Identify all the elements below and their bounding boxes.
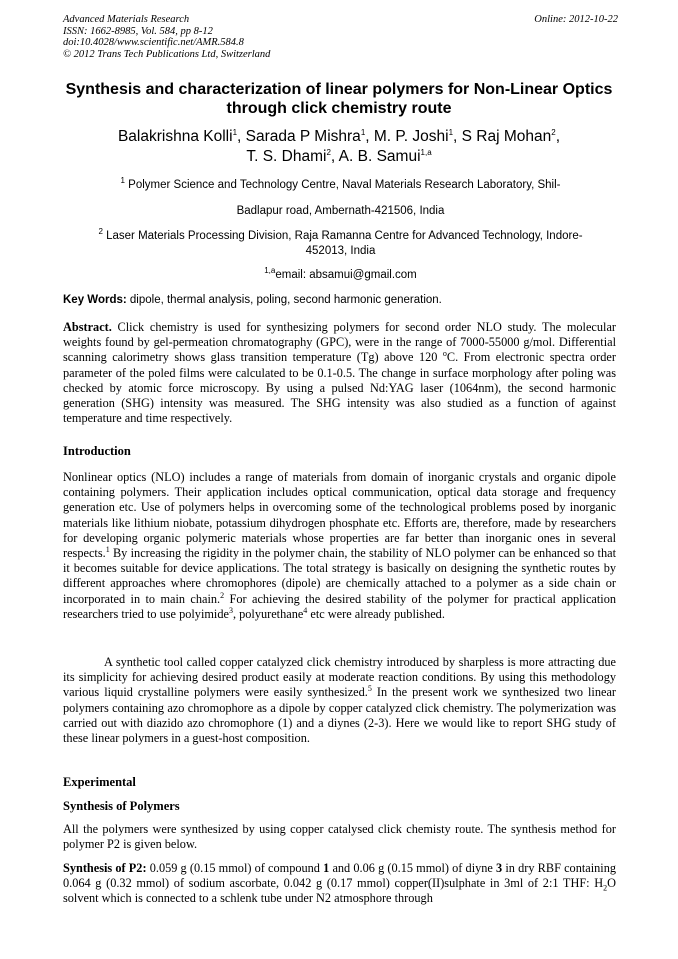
journal-name: Advanced Materials Research <box>63 14 190 25</box>
experimental-paragraph-1: All the polymers were synthesized by using copper catalysed click chemisty route. The synthesis method for polymer P2 is given below. <box>63 822 616 852</box>
introduction-paragraph-1: Nonlinear optics (NLO) includes a range of materials from domain of inorganic crystals and organic dipole containing polymers. Their application includes optical communication, optical data storage and frequency generation etc. Use of polymers helps in overcoming some of the technological problems posed by inorganic materials like lithium niobate, potassium dihydrogen phosphate etc. Efforts are, therefore, made by researchers for developing organic polymeric materials whose properties are far better than inorganic ones in several respects.$^1$ By increasing the rigidity in the polymer chain, the stability of NLO polymer can be enhanced so that it becomes suitable for device applications. The total strategy is basically on designing the synthetic routes by different approaches where chromophores (dipole) are chemically attached to a polymer as a side chain or incorporated in to main chain.$^2$ For achieving the desired stability of the polymer for practical application researchers tried to use polyimide$^3$, polyurethane$^4$ etc were already published. <box>63 470 616 621</box>
keywords-text: dipole, thermal analysis, poling, second harmonic generation. <box>126 294 442 306</box>
affiliation-1-cont: Badlapur road, Ambernath-421506, India <box>236 205 445 217</box>
author-name: T. S. Dhami <box>246 148 327 165</box>
author-name: A. B. Samui <box>338 148 421 165</box>
corresponding-email <box>63 268 618 283</box>
citation: 1 <box>105 544 110 554</box>
author-name: Balakrishna Kolli <box>117 128 233 145</box>
title-line-2: through click chemistry route <box>226 100 452 117</box>
author-affiliation-mark: 1,a <box>420 147 432 157</box>
citation: 2 <box>220 590 225 600</box>
affiliation-2: $^2$ Laser Materials Processing Division, Raja Ramanna Centre for Advanced Technology, Indore- 452013, India <box>98 227 583 257</box>
email-address: email: absamui@gmail.com <box>275 269 417 281</box>
abstract: Abstract. Click chemistry is used for synthesizing polymers for second order NLO study. The molecular weights found by gel-permeation chromatography (GPC), were in the range of 7000-55000 g/mol. Differential scanning calorimetry shows glass transition temperature (Tg) above 120 $^o$C. From electronic spectra order parameter of the poled films were calculated to be 0.1-0.5. The change in surface morphology after poling was checked by atomic force microscopy. By using a pulsed Nd:YAG laser (1064nm), the second harmonic generation (SHG) intensity was measured. The SHG intensity was also studied as a function of against temperature and time respectively. <box>63 320 616 426</box>
author-list <box>50 127 628 167</box>
synthesis-p2-label: Synthesis of P2: <box>63 861 147 875</box>
experimental-heading: Experimental <box>63 775 136 789</box>
affiliation-mark: 1 <box>120 176 125 186</box>
doi-line: doi:10.4028/www.scientific.net/AMR.584.8 <box>63 37 244 48</box>
author-affiliation-mark: 1 <box>232 127 238 137</box>
author-line-2: T. S. Dhami$^2$, A. B. Samui$^{1,a}$ <box>246 147 432 165</box>
keywords <box>63 293 618 308</box>
author-name: Sarada P Mishra <box>245 128 361 145</box>
introduction-heading: Introduction <box>63 444 131 458</box>
citation: 3 <box>228 605 233 615</box>
author-affiliation-mark: 2 <box>551 127 556 137</box>
synthesis-subheading: Synthesis of Polymers <box>63 799 180 813</box>
citation: 4 <box>303 605 308 615</box>
keywords-label: Key Words: <box>63 294 127 306</box>
paper-title <box>50 80 628 118</box>
author-name: S Raj Mohan <box>461 128 552 145</box>
author-affiliation-mark: 1 <box>448 127 454 137</box>
author-affiliation-mark: 1 <box>360 127 366 137</box>
citation: 5 <box>367 684 372 694</box>
online-date: Online: 2012-10-22 <box>534 14 618 25</box>
affiliation-1: $^1$ Polymer Science and Technology Centre, Naval Materials Research Laboratory, Shil- <box>120 176 561 191</box>
email-mark: 1,a <box>264 266 276 276</box>
synthesis-p2-paragraph: Synthesis of P2: 0.059 g (0.15 mmol) of compound 1 and 0.06 g (0.15 mmol) of diyne 3 in dry RBF containing 0.064 g (0.32 mmol) of sodium ascorbate, 0.042 g (0.17 mmol) copper(II)sulphate in 3ml of 2:1 THF: $H_2O$ solvent which is connected to a schlenk tube under N2 atmosphore through <box>63 861 616 906</box>
author-affiliation-mark: 2 <box>326 147 331 157</box>
author-name: M. P. Joshi <box>373 128 449 145</box>
running-header <box>63 14 618 60</box>
affiliation-mark: 2 <box>98 227 103 237</box>
introduction-paragraph-2: A synthetic tool called copper catalyzed click chemistry introduced by sharpless is more attracting due its simplicity for achieving desired product easily at moderate reaction conditions. By using this methodology various liquid crystalline polymers were easily synthesized.$^5$ In the present work we synthesized two linear polymers containing azo chromophore as a dipole by copper catalyzed click chemistry. The polymerization was carried out with diazido azo chromophore (1) and a diynes (2-3). Here we would like to report SHG study of these linear polymers in a guest-host composition. <box>63 655 616 746</box>
author-line-1: Balakrishna Kolli$^1$, Sarada P Mishra$^1$, M. P. Joshi$^1$, S Raj Mohan$^2$, <box>117 127 561 145</box>
title-line-1: Synthesis and characterization of linear polymers for Non-Linear Optics <box>65 81 613 98</box>
issn-line: ISSN: 1662-8985, Vol. 584, pp 8-12 <box>63 25 213 37</box>
abstract-label: Abstract. <box>63 320 112 334</box>
copyright-line: © 2012 Trans Tech Publications Ltd, Switzerland <box>63 48 271 60</box>
